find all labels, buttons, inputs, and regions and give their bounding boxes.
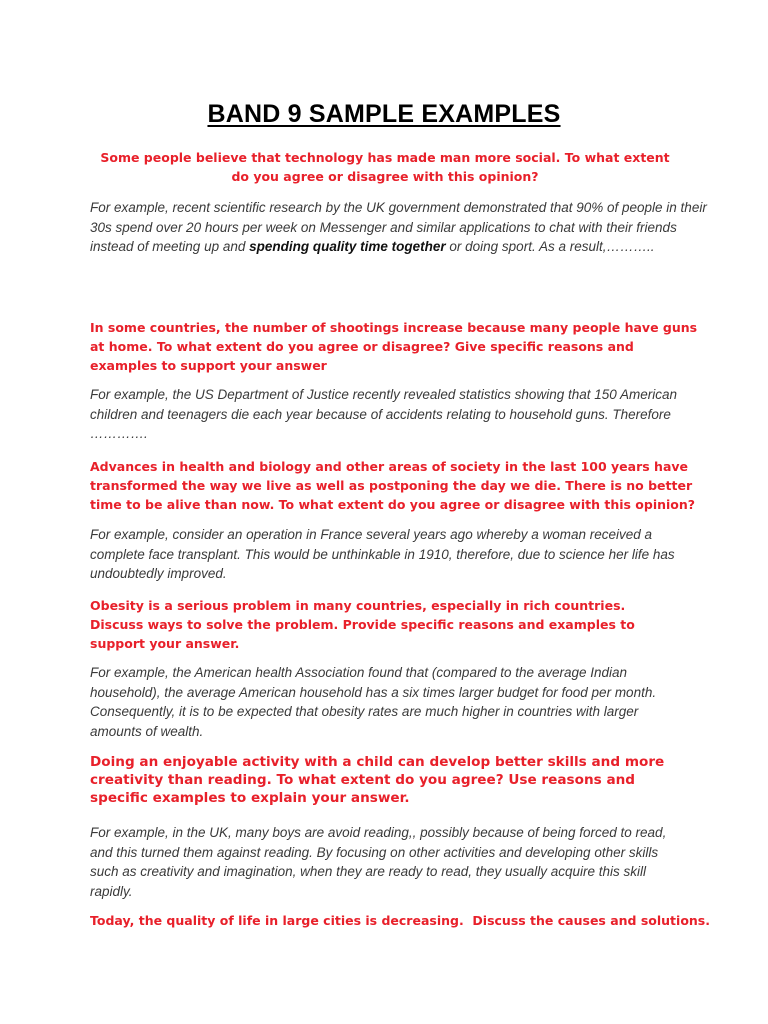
page-title: BAND 9 SAMPLE EXAMPLES: [207, 100, 561, 128]
question-6: Today, the quality of life in large cities is decreasing. Discuss the causes and solutions.: [90, 913, 710, 928]
question-2: In some countries, the number of shootings increase because many people have guns at home. To what extent do you agree or disagree? Give specific reasons and examples to support your answer: [90, 320, 698, 373]
question-3: Advances in health and biology and other areas of society in the last 100 years have transformed the way we live as well as postponing the day we die. There is no better time to be alive than now. To what extent do you agree or disagree with this opinion?: [90, 459, 696, 512]
example-3: For example, consider an operation in France several years ago whereby a woman received a complete face transplant. This would be unthinkable in 1910, therefore, due to science her life has undoubtedly improved.: [90, 527, 675, 581]
question-1: Some people believe that technology has made man more social. To what extent do you agree or disagree with this opinion?: [100, 150, 670, 184]
example-1-emphasis: spending quality time together: [249, 239, 446, 254]
question-5: Doing an enjoyable activity with a child can develop better skills and more creativity than reading. To what extent do you agree? Use reasons and specific examples to explain your answer.: [90, 754, 665, 806]
example-1: [90, 198, 720, 257]
example-2: For example, the US Department of Justice recently revealed statistics showing that 150 American children and teenagers die each year because of accidents relating to household guns. Therefore ………….: [90, 387, 678, 441]
example-1-text-start: For example, recent scientific research by the UK government demonstrated that 90% of people in their 30s spend over 20 hours per week on Messenger and similar applications to chat with their friends instead of meeting up and: [90, 200, 707, 254]
question-4: Obesity is a serious problem in many countries, especially in rich countries. Discuss ways to solve the problem. Provide specific reasons and examples to support your answer.: [90, 598, 635, 651]
example-5: For example, in the UK, many boys are avoid reading,, possibly because of being forced to read, and this turned them against reading. By focusing on other activities and developing other skills such as creativity and imagination, when they are ready to read, they usually acquire this skill rapidly.: [90, 825, 667, 899]
example-4: For example, the American health Association found that (compared to the average Indian household), the average American household has a six times larger budget for food per month. Consequently, it is to be expected that obesity rates are much higher in countries with larger amounts of wealth.: [90, 665, 657, 739]
example-1-text-end: or doing sport. As a result,………..: [445, 239, 655, 254]
